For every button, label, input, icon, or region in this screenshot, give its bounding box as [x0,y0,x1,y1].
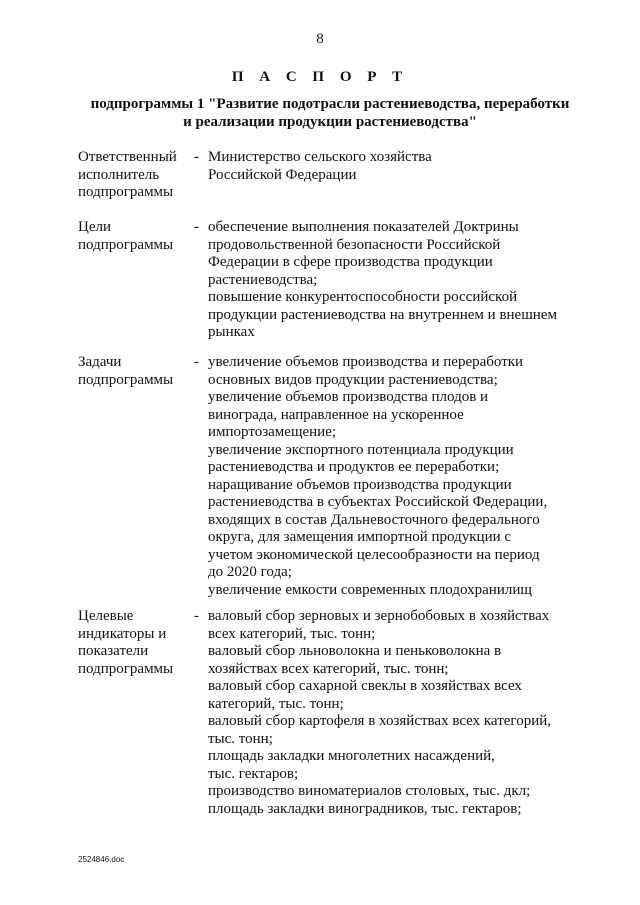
label-line: Цели [78,219,112,235]
content-line: производство виноматериалов столовых, тыс. дкл; [208,783,531,799]
content-line: увеличение экспортного потенциала продукции [208,441,514,458]
content-line: рынках [208,324,255,340]
section-dash: - [194,608,199,624]
content-line: тыс. гектаров; [208,765,299,782]
section-label [78,219,193,254]
content-line: увеличение объемов производства плодов и [208,389,489,405]
label-line: Целевые [78,608,134,624]
content-line: округа, для замещения импортной продукции с [208,529,512,545]
content-line: площадь закладки виноградников, тыс. гектаров; [208,800,522,817]
section-label [78,608,193,678]
section-dash: - [194,354,199,370]
content-line: продовольственной безопасности Российской [208,236,501,253]
label-line: Задачи [78,354,122,370]
label-line: подпрограммы [78,371,174,388]
content-line: до 2020 года; [208,564,292,580]
section-dash: - [194,219,199,235]
label-line: подпрограммы [78,184,174,200]
content-line: обеспечение выполнения показателей Доктрины [208,219,519,235]
section-content [208,219,568,342]
document-title: П А С П О Р Т [231,69,409,85]
content-line: Федерации в сфере производства продукции [208,254,493,270]
section-content [208,608,568,818]
content-line: входящих в состав Дальневосточного федерального [208,511,540,528]
content-line: всех категорий, тыс. тонн; [208,625,376,642]
content-line: импортозамещение; [208,424,337,440]
content-line: площадь закладки многолетних насаждений, [208,748,495,764]
content-line: растениеводства в субъектах Российской Федерации, [208,494,548,510]
content-line: винограда, направленное на ускоренное [208,406,464,423]
content-line: тыс. тонн; [208,730,273,747]
content-line: учетом экономической целесообразности на период [208,546,540,563]
content-line: валовый сбор картофеля в хозяйствах всех категорий, [208,713,552,729]
section-label [78,354,193,389]
content-line: Российской Федерации [208,166,357,183]
label-line: подпрограммы [78,236,174,253]
content-line: увеличение емкости современных плодохранилищ [208,581,532,598]
content-line: категорий, тыс. тонн; [208,695,344,712]
document-subtitle [60,95,600,131]
content-line: увеличение объемов производства и переработки [208,354,524,370]
section-dash: - [194,149,199,165]
label-line: индикаторы и [78,625,167,642]
label-line: исполнитель [78,166,160,183]
section-content [208,149,568,184]
content-line: валовый сбор зерновых и зернобобовых в хозяйствах [208,608,550,624]
subtitle-line: и реализации продукции растениеводства" [183,114,477,130]
content-line: основных видов продукции растениеводства; [208,371,498,388]
label-line: Ответственный [78,149,177,165]
page-number: 8 [316,31,324,47]
content-line: повышение конкурентоспособности российской [208,289,518,305]
content-line: растениеводства; [208,271,318,288]
content-line: наращивание объемов производства продукции [208,476,512,493]
content-line: валовый сбор сахарной свеклы в хозяйствах всех [208,678,522,694]
section-content [208,354,568,599]
label-line: показатели [78,643,149,659]
content-line: хозяйствах всех категорий, тыс. тонн; [208,660,449,677]
content-line: валовый сбор льноволокна и пеньковолокна в [208,643,502,659]
label-line: подпрограммы [78,660,174,677]
content-line: продукции растениеводства на внутреннем и внешнем [208,306,557,323]
footer-filename: 2524846.doc [78,855,125,864]
section-label [78,149,193,202]
subtitle-line: подпрограммы 1 "Развитие подотрасли растениеводства, переработки [90,96,570,112]
content-line: растениеводства и продуктов ее переработки; [208,459,500,475]
content-line: Министерство сельского хозяйства [208,149,432,165]
